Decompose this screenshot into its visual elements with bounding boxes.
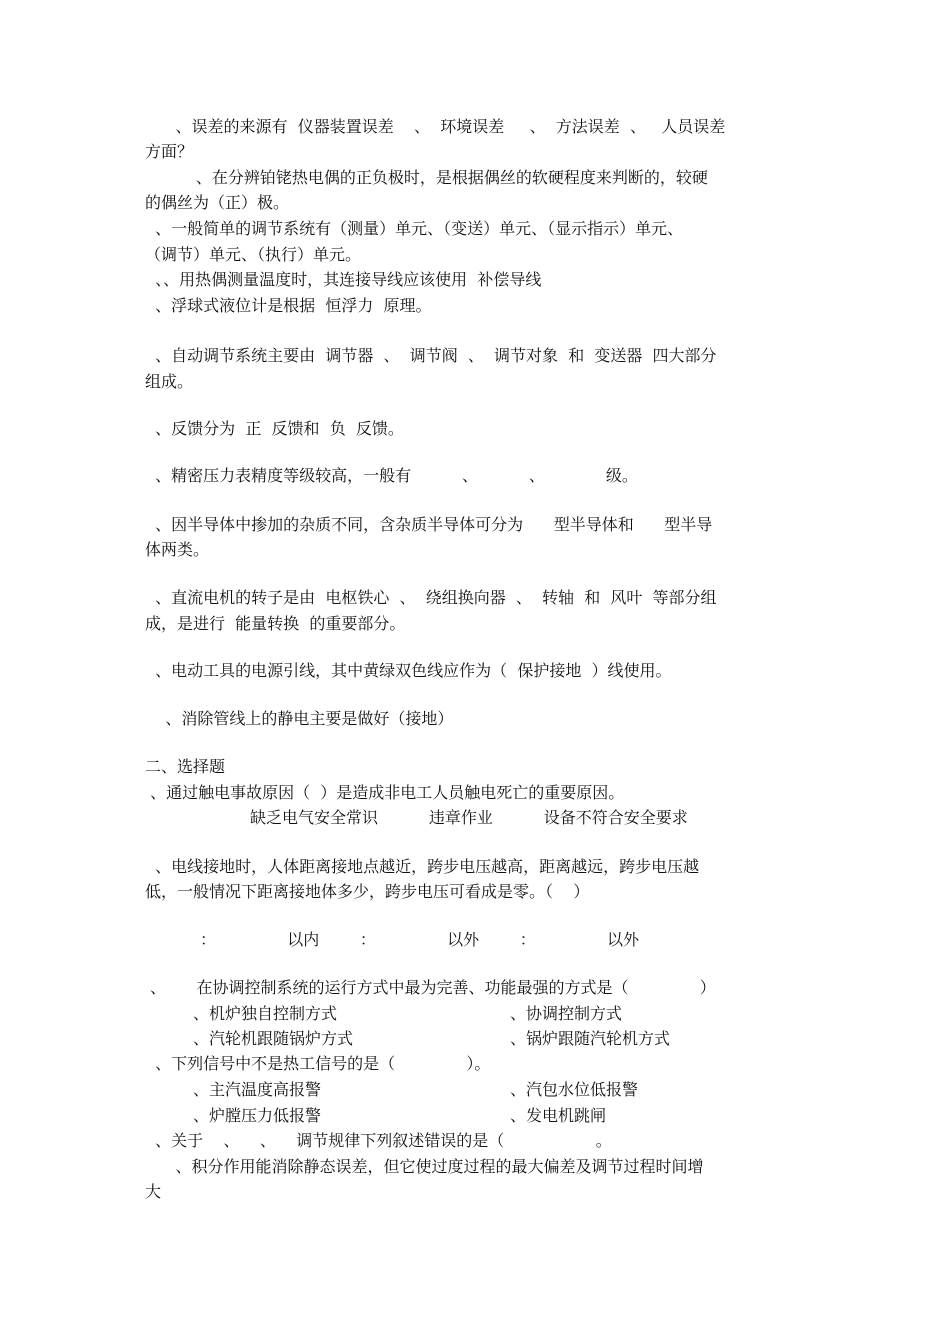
mc5-option-line2: 大 — [145, 1182, 162, 1201]
q9-line1: 、因半导体中掺加的杂质不同，含杂质半导体可分为 型半导体和 型半导 — [145, 515, 713, 534]
mc2-options: ： 以内 ： 以外 ： 以外 — [200, 930, 639, 949]
q1-line1: 、误差的来源有 仪器装置误差 、 环境误差 、 方法误差 、 人员误差 — [145, 117, 726, 136]
mc1-question: 、通过触电事故原因（ ）是造成非电工人员触电死亡的重要原因。 — [145, 783, 625, 802]
q6-line2: 组成。 — [145, 372, 194, 391]
mc4-question: 、下列信号中不是热工信号的是（ ）。 — [145, 1054, 491, 1073]
mc2-line1: 、电线接地时，人体距离接地点越近，跨步电压越高，距离越远，跨步电压越 — [145, 857, 700, 876]
mc1-options: 缺乏电气安全常识 违章作业 设备不符合安全要求 — [250, 808, 688, 827]
mc5-option-line1: 、积分作用能消除静态误差，但它使过度过程的最大偏差及调节过程时间增 — [145, 1157, 704, 1176]
q8-line: 、精密压力表精度等级较高，一般有 、 、 级。 — [145, 466, 638, 485]
mc3-option-d: 、锅炉跟随汽轮机方式 — [510, 1029, 671, 1048]
q2-line2: 的偶丝为（正）极。 — [145, 193, 290, 212]
q3-line2: （调节）单元、（执行）单元。 — [145, 245, 362, 264]
mc3-option-c: 、汽轮机跟随锅炉方式 — [193, 1029, 354, 1048]
mc3-option-a: 、机炉独自控制方式 — [193, 1004, 338, 1023]
mc4-option-d: 、发电机跳闸 — [510, 1106, 607, 1125]
mc4-option-b: 、汽包水位低报警 — [510, 1080, 639, 1099]
q10-line2: 成，是进行 能量转换 的重要部分。 — [145, 614, 406, 633]
q9-line2: 体两类。 — [145, 540, 210, 559]
mc4-option-c: 、炉膛压力低报警 — [193, 1106, 322, 1125]
q6-line1: 、自动调节系统主要由 调节器 、 调节阀 、 调节对象 和 变送器 四大部分 — [145, 346, 717, 365]
q10-line1: 、直流电机的转子是由 电枢铁心 、 绕组换向器 、 转轴 和 风叶 等部分组 — [145, 588, 717, 607]
mc3-option-b: 、协调控制方式 — [510, 1004, 623, 1023]
q11-line: 、电动工具的电源引线，其中黄绿双色线应作为（ 保护接地 ）线使用。 — [145, 661, 672, 680]
q12-line: 、消除管线上的静电主要是做好（接地） — [145, 709, 454, 728]
q5-line: 、浮球式液位计是根据 恒浮力 原理。 — [145, 296, 432, 315]
q1-line2: 方面？ — [145, 142, 194, 161]
mc2-line2: 低，一般情况下距离接地体多少，跨步电压可看成是零。（ ） — [145, 882, 590, 901]
q4-line: 、、用热偶测量温度时，其连接导线应该使用 补偿导线 — [145, 270, 542, 289]
q7-line: 、反馈分为 正 反馈和 负 反馈。 — [145, 419, 404, 438]
section-heading: 二、选择题 — [145, 757, 226, 776]
mc3-question: 、 在协调控制系统的运行方式中最为完善、功能最强的方式是（ ） — [150, 978, 716, 997]
q3-line1: 、一般简单的调节系统有（测量）单元、（变送）单元、（显示指示）单元、 — [145, 219, 684, 238]
q2-line1: 、在分辨铂铑热电偶的正负极时，是根据偶丝的软硬程度来判断的，较硬 — [145, 168, 708, 187]
mc5-question: 、关于 、 、 调节规律下列叙述错误的是（ 。 — [145, 1131, 612, 1150]
mc4-option-a: 、主汽温度高报警 — [193, 1080, 322, 1099]
